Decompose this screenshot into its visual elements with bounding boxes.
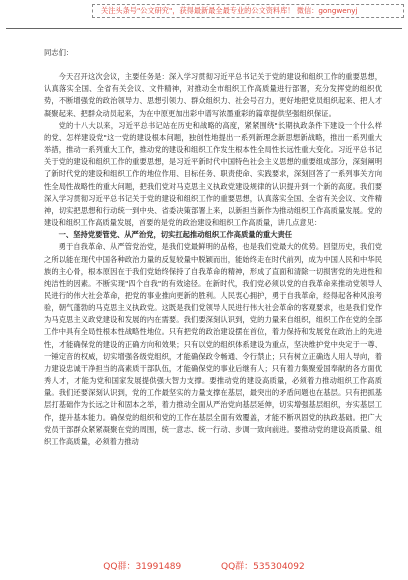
document-body [44,47,382,448]
footer-qq-group-1: QQ群：31991489 [103,562,182,572]
salutation: 同志们： [44,48,74,57]
promo-banner[interactable] [92,4,404,18]
paragraph-background: 党的十八大以来，习近平总书记站在历史和战略的高度，紧紧围绕"长期执政条件下建设一个什么样的党、怎样建设党"这一党的建设根本问题，独创性地提出一系列新理念新思想新战略，推出一系列重大举措，推动一系列重大工作，推动党的建设和组织工作发生根本性全局性长远性重大变化。习近平总书记关于党的建设和组织工作的重要思想，是习近平新时代中国特色社会主义思想的重要组成部分，深刻阐明了新时代党的建设和组织工作的地位作用、目标任务、职责使命、实践要求，深刻回答了一系列事关方向性全局性战略性的重大问题，把我们党对马克思主义执政党建设规律的认识提升到一个新的高度。我们要深入学习贯彻习近平总书记关于党的建设和组织工作的重要思想，认真落实全国、全省有关会议、文件精神，切实把思想和行动统一到中央、省委决策部署上来，以新担当新作为推动组织工作高质量发展。党的建设和组织工作高质量发展，首要的是党的政治建设和组织工作高质量，讲几点意见： [44,120,382,228]
paragraph-section-1: 勇于自我革命、从严管党治党，是我们党最鲜明的品格，也是我们党最大的优势。回望历史，我们党之所以能在现代中国各种政治力量的反复较量中脱颖而出，能始终走在时代前列，成为中国人民和中华民族的主心骨，根本原因在于我们党始终保持了自我革命的精神，形成了直面和清除一切损害党的先进性和纯洁性的因素。不断实现"四个自我"的有效途径。在新时代，我们党必须以党的自我革命来推动党领导人民进行的伟大社会革命，把党的事业推向更新的胜利。人民衷心拥护，勇于自我革命，经得起各种风浪考验，朝气蓬勃的马克思主义执政党。这既是我们党领导人民进行伟大社会革命的客观要求，也是我们党作为马克思主义政党建设和发展的内在需要。我们要深刻认识到，党的力量来自组织，组织工作在党的全部工作中具有全局性根本性战略性地位。只有把党的政治建设摆在首位，着力保持和发展党在政治上的先进性，才能确保党的建设的正确方向和效果；只有以党的组织体系建设为重点，坚决维护党中央定于一尊、一锤定音的权威，切实增强各级党组织，才能确保政令畅通、令行禁止；只有树立正确选人用人导向，着力建设忠诚干净担当的高素质干部队伍，才能确保党的事业后继有人；只有着力集聚爱国奉献的各方面优秀人才，才能为党和国家发展提供强大智力支撑。要推动党的建设高质量，必须着力推动组织工作高质量。我们还要深刻认识到，党的工作最坚实的力量支撑在基层，最突出的矛盾问题也在基层。只有把抓基层打基础作为长远之计和固本之举，着力推动全面从严治党向基层延伸，切实增强基层组织，夯实基层工作，提升基本能力。确保党的组织和党的工作在基层全面有效覆盖，才能不断巩固党的执政基础。把广大党员干部群众紧紧凝聚在党的周围，统一意志、统一行动、步调一致向前进。要推动党的建设高质量、组织工作高质量，必须着力推动 [44,242,382,446]
footer-contact-bar [0,559,408,575]
footer-qq-group-2: QQ群：535304092 [221,562,305,572]
paragraph-intro: 今天召开这次会议，主要任务是：深入学习贯彻习近平总书记关于党的建设和组织工作的重要思想，认真落实全国、全省有关会议、文件精神，对推动全市组织工作高质量进行部署，充分发挥党的组织优势，不断增强党的政治领导力、思想引领力、群众组织力、社会号召力，更好地把党员组织起来、把人才凝聚起来、把群众动员起来，为在中原更加出彩中谱写浓墨重彩的篇章提供坚强组织保证。 [44,72,382,118]
section-heading-1: 一、坚持党要管党、从严治党，切实扛起推动组织工作高质量的重大责任 [58,230,293,240]
promo-banner-text: 关注头条号"公文研究"，获得最新最全最专业的公文资料库！ 微信：gongwenyj [101,6,358,15]
header-divider [6,28,402,29]
